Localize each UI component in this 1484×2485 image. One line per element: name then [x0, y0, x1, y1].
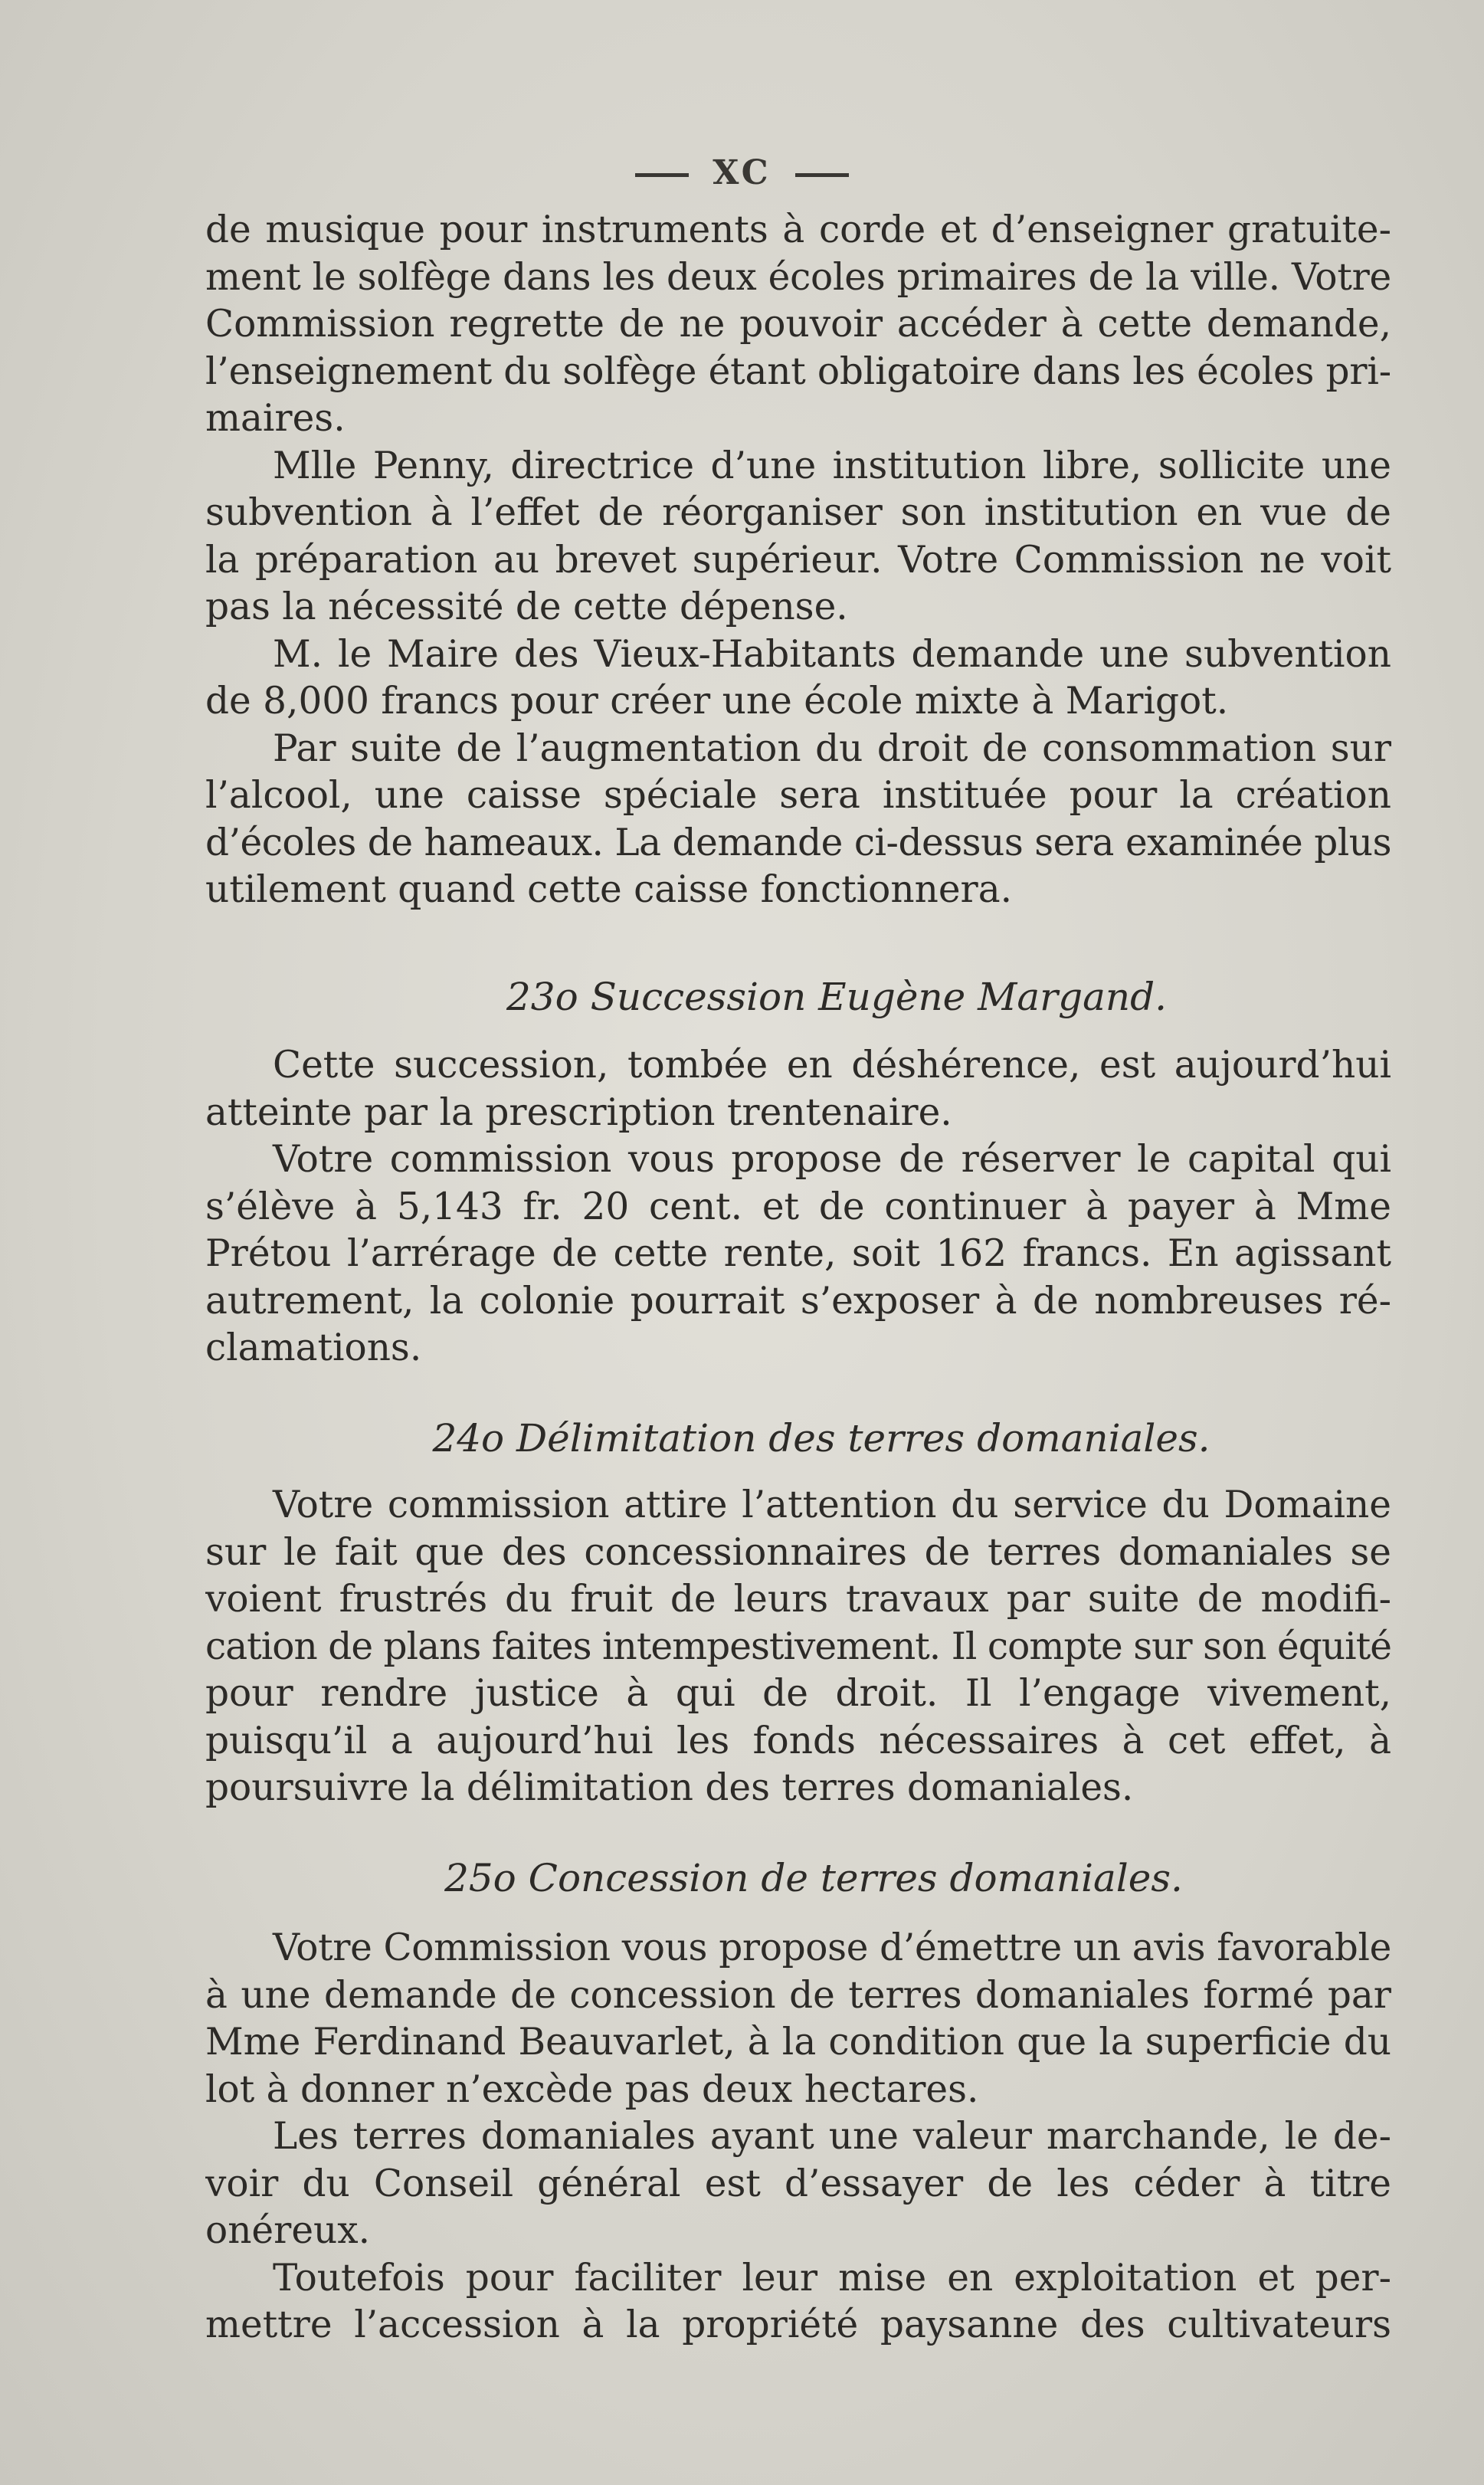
- paragraph: [205, 207, 1391, 443]
- paragraph: [205, 1482, 1391, 1812]
- text-line: Votre Commission vous propose d’émettre un avis favorable: [273, 1926, 1391, 1969]
- page-number: XC: [713, 153, 771, 192]
- text-line: autrement, la colonie pourrait s’exposer à de nombreuses ré-: [205, 1279, 1391, 1323]
- text-line: lot à donner n’excède pas deux hectares.: [205, 2067, 979, 2111]
- text-line: s’élève à 5,143 fr. 20 cent. et de continuer à payer à Mme: [205, 1185, 1391, 1228]
- text-line: atteinte par la prescription trentenaire.: [205, 1090, 952, 1134]
- body-text: [205, 207, 1391, 2349]
- text-line: Par suite de l’augmentation du droit de consommation sur: [273, 726, 1391, 770]
- text-line: ment le solfège dans les deux écoles primaires de la ville. Votre: [205, 255, 1391, 299]
- paragraph: [205, 2255, 1391, 2349]
- page-header: [0, 153, 1484, 192]
- text-line: pas la nécessité de cette dépense.: [205, 585, 848, 628]
- text-line: poursuivre la délimitation des terres domaniales.: [205, 1766, 1134, 1809]
- paragraph: [205, 726, 1391, 914]
- paragraph: [205, 1136, 1391, 1372]
- text-line: Commission regrette de ne pouvoir accéder à cette demande,: [205, 303, 1391, 346]
- text-line: l’enseignement du solfège étant obligatoire dans les écoles pri-: [205, 349, 1391, 393]
- text-line: Mlle Penny, directrice d’une institution libre, sollicite une: [273, 444, 1391, 487]
- section-heading: 24o Délimitation des terres domaniales.: [432, 1415, 1210, 1461]
- text-line: sur le fait que des concessionnaires de terres domaniales se: [205, 1530, 1391, 1574]
- section-heading: 23o Succession Eugène Margand.: [506, 974, 1167, 1019]
- text-line: puisqu’il a aujourd’hui les fonds nécessaires à cet effet, à: [205, 1719, 1391, 1762]
- paragraph: [205, 1042, 1391, 1136]
- text-line: de musique pour instruments à corde et d’enseigner gratuite-: [205, 208, 1391, 251]
- paragraph: [205, 443, 1391, 631]
- text-line: mettre l’accession à la propriété paysanne des cultivateurs: [205, 2303, 1391, 2346]
- text-line: de 8,000 francs pour créer une école mixte à Marigot.: [205, 680, 1229, 723]
- header-rule-right: [795, 173, 849, 177]
- text-line: onéreux.: [205, 2209, 371, 2252]
- text-line: voir du Conseil général est d’essayer de les céder à titre: [205, 2162, 1391, 2205]
- header-rule-left: [635, 173, 689, 177]
- paragraph: [205, 2113, 1391, 2255]
- paragraph: [205, 1925, 1391, 2113]
- text-line: Cette succession, tombée en déshérence, est aujourd’hui: [273, 1044, 1391, 1087]
- text-line: d’écoles de hameaux. La demande ci-dessus sera examinée plus: [205, 821, 1391, 864]
- text-line: subvention à l’effet de réorganiser son institution en vue de: [205, 491, 1391, 534]
- text-line: Toutefois pour faciliter leur mise en exploitation et per-: [273, 2256, 1391, 2300]
- text-line: Mme Ferdinand Beauvarlet, à la condition que la superficie du: [205, 2021, 1391, 2064]
- text-line: l’alcool, une caisse spéciale sera instituée pour la création: [205, 774, 1391, 817]
- text-line: Prétou l’arrérage de cette rente, soit 162 francs. En agissant: [205, 1232, 1391, 1275]
- text-line: Votre commission vous propose de réserver le capital qui: [273, 1138, 1391, 1181]
- text-line: Votre commission attire l’attention du service du Domaine: [273, 1483, 1391, 1526]
- text-line: utilement quand cette caisse fonctionnera.: [205, 868, 1013, 911]
- text-line: cation de plans faites intempestivement. Il compte sur son équité: [205, 1624, 1391, 1668]
- text-line: M. le Maire des Vieux-Habitants demande une subvention: [273, 632, 1391, 676]
- text-line: Les terres domaniales ayant une valeur marchande, le de-: [273, 2115, 1391, 2158]
- text-line: à une demande de concession de terres domaniales formé par: [205, 1973, 1391, 2017]
- text-line: la préparation au brevet supérieur. Votre Commission ne voit: [205, 538, 1391, 582]
- text-line: maires.: [205, 397, 346, 440]
- text-line: voient frustrés du fruit de leurs travaux par suite de modifi-: [205, 1578, 1391, 1621]
- text-line: pour rendre justice à qui de droit. Il l’engage vivement,: [205, 1672, 1391, 1715]
- text-line: clamations.: [205, 1326, 422, 1369]
- section-heading: 25o Concession de terres domaniales.: [444, 1855, 1183, 1900]
- paragraph: [205, 631, 1391, 726]
